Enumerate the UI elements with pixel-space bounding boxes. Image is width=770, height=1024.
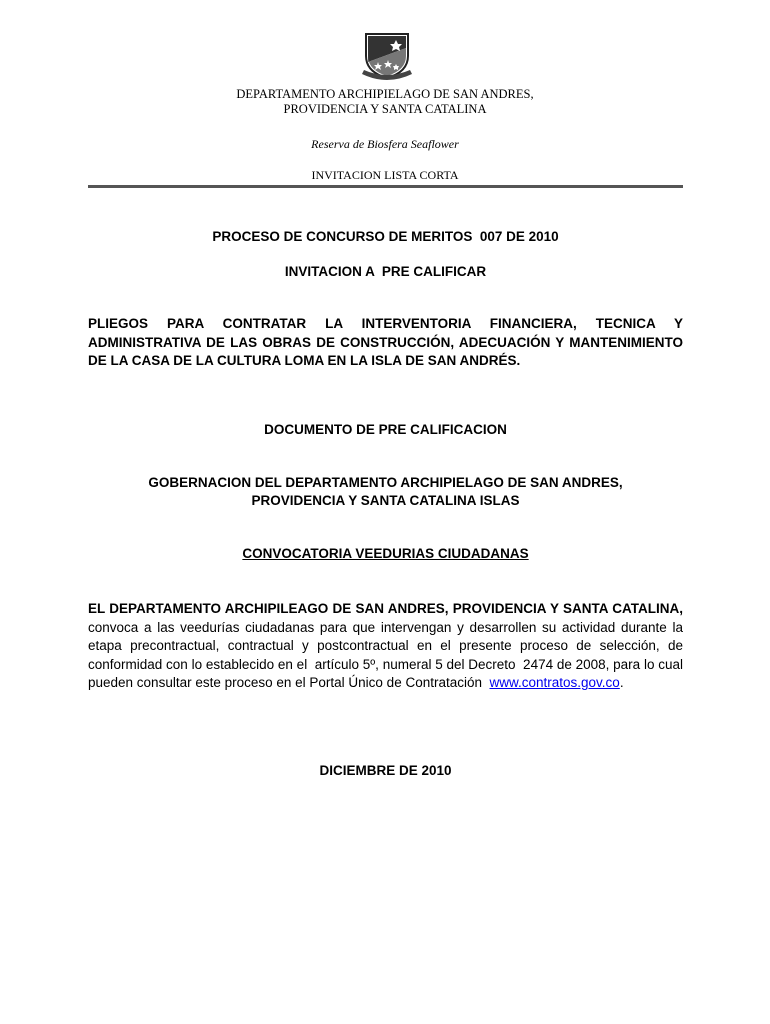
- title-convocatoria: CONVOCATORIA VEEDURIAS CIUDADANAS: [242, 546, 529, 561]
- coat-of-arms-icon: [360, 32, 414, 82]
- title-proceso: PROCESO DE CONCURSO DE MERITOS 007 DE 2010: [212, 229, 559, 244]
- header-department: [0, 87, 770, 117]
- document-date: DICIEMBRE DE 2010: [319, 763, 452, 778]
- gobernacion-line-2: PROVIDENCIA Y SANTA CATALINA ISLAS: [251, 493, 520, 508]
- department-line-2: PROVIDENCIA Y SANTA CATALINA: [283, 102, 487, 116]
- header-motto: Reserva de Biosfera Seaflower: [311, 137, 459, 151]
- department-line-1: DEPARTAMENTO ARCHIPIELAGO DE SAN ANDRES,: [236, 87, 534, 101]
- body-paragraph: [88, 600, 687, 693]
- portal-link[interactable]: www.contratos.gov.co: [489, 675, 620, 690]
- title-documento: DOCUMENTO DE PRE CALIFICACION: [264, 422, 507, 437]
- body-text: convoca a las veedurías ciudadanas para que intervengan y desarrollen su actividad durante la etapa precontractual, contractual y postcontractual en el presente proceso de selección, de conformidad con lo establecido en el artículo 5º, numeral 5 del Decreto 2474 de 2008, para lo cual pueden consultar este proceso en el Portal Único de Contratación: [88, 601, 687, 690]
- title-pliegos: PLIEGOS PARA CONTRATAR LA INTERVENTORIA FINANCIERA, TECNICA Y ADMINISTRATIVA DE LAS OBRAS DE CONSTRUCCIÓN, ADECUACIÓN Y MANTENIMIENTO DE LA CASA DE LA CULTURA LOMA EN LA ISLA DE SAN ANDRÉS.: [88, 316, 683, 368]
- gobernacion-line-1: GOBERNACION DEL DEPARTAMENTO ARCHIPIELAGO DE SAN ANDRES,: [148, 475, 623, 490]
- header-rule: [88, 185, 683, 188]
- title-gobernacion: [88, 474, 683, 510]
- body-end: .: [619, 675, 624, 690]
- header-invitation: INVITACION LISTA CORTA: [311, 168, 459, 182]
- body-lead: EL DEPARTAMENTO ARCHIPILEAGO DE SAN ANDRES, PROVIDENCIA Y SANTA CATALINA,: [88, 601, 683, 616]
- title-invitacion: INVITACION A PRE CALIFICAR: [284, 264, 487, 279]
